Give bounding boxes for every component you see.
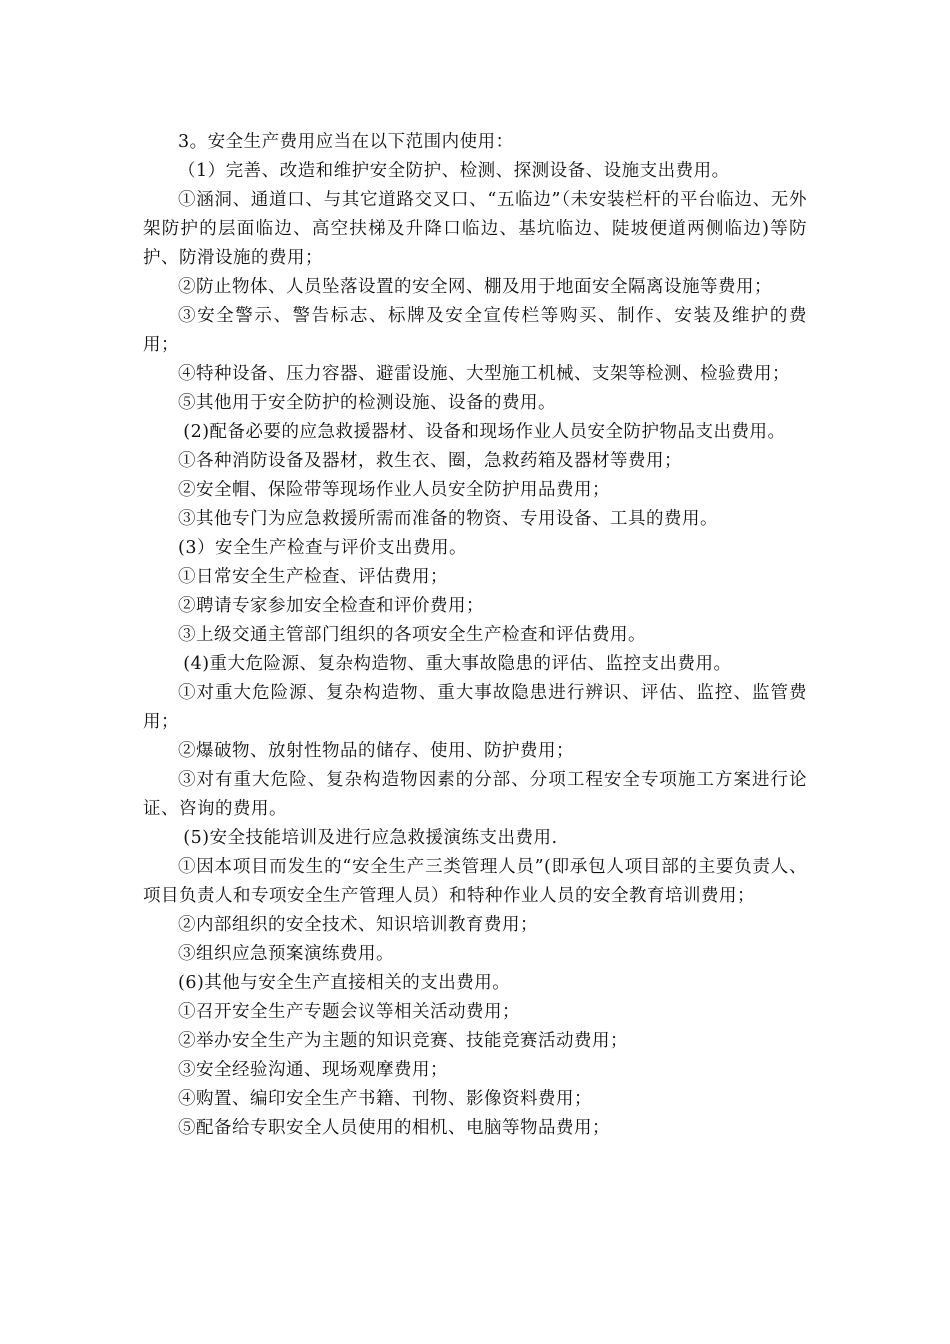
paragraph-heading: 3。安全生产费用应当在以下范围内使用： — [178, 132, 514, 152]
paragraph-item: ④特种设备、压力容器、避雷设施、大型施工机械、支架等检测、检验费用； — [178, 364, 790, 384]
paragraph-item: ①对重大危险源、复杂构造物、重大事故隐患进行辨识、评估、监控、监管费用； — [143, 683, 807, 732]
paragraph-section-2: (2)配备必要的应急救援器材、设备和现场作业人员安全防护物品支出费用。 — [183, 422, 786, 442]
paragraph-section-5: (5)安全技能培训及进行应急救援演练支出费用. — [183, 828, 558, 848]
paragraph-item: ③其他专门为应急救援所需而准备的物资、专用设备、工具的费用。 — [178, 509, 718, 529]
paragraph-item: ①召开安全生产专题会议等相关活动费用； — [178, 1002, 520, 1022]
paragraph-item: ①因本项目而发生的“安全生产三类管理人员”(即承包人项目部的主要负责人、项目负责人和专项安全生产管理人员）和特种作业人员的安全教育培训费用； — [143, 857, 807, 906]
paragraph-item: ①各种消防设备及器材，救生衣、圈，急救药箱及器材等费用； — [178, 451, 682, 471]
paragraph-item: ②聘请专家参加安全检查和评价费用； — [178, 596, 484, 616]
paragraph-item: ⑤其他用于安全防护的检测设施、设备的费用。 — [178, 393, 556, 413]
paragraph-item: ③对有重大危险、复杂构造物因素的分部、分项工程安全专项施工方案进行论证、咨询的费用。 — [143, 770, 807, 819]
paragraph-section-6: (6)其他与安全生产直接相关的支出费用。 — [178, 973, 511, 993]
paragraph-section-1: （1）完善、改造和维护安全防护、检测、探测设备、设施支出费用。 — [178, 161, 730, 181]
document-body — [143, 128, 807, 1143]
paragraph-item: ①涵洞、通道口、与其它道路交叉口、“五临边”（未安装栏杆的平台临边、无外架防护的层面临边、高空扶梯及升降口临边、基坑临边、陡坡便道两侧临边)等防护、防滑设施的费用； — [143, 190, 807, 268]
paragraph-item: ③安全警示、警告标志、标牌及安全宣传栏等购买、制作、安装及维护的费用； — [143, 306, 807, 355]
paragraph-item: ①日常安全生产检查、评估费用； — [178, 567, 448, 587]
paragraph-item: ③组织应急预案演练费用。 — [178, 944, 394, 964]
paragraph-item: ②爆破物、放射性物品的储存、使用、防护费用； — [178, 741, 574, 761]
paragraph-item: ③上级交通主管部门组织的各项安全生产检查和评估费用。 — [178, 625, 646, 645]
paragraph-item: ③安全经验沟通、现场观摩费用； — [178, 1060, 448, 1080]
paragraph-item: ②内部组织的安全技术、知识培训教育费用； — [178, 915, 538, 935]
paragraph-item: ②安全帽、保险带等现场作业人员安全防护用品费用； — [178, 480, 610, 500]
paragraph-section-3: (3）安全生产检查与评价支出费用。 — [178, 538, 467, 558]
paragraph-item: ④购置、编印安全生产书籍、刊物、影像资料费用； — [178, 1089, 592, 1109]
paragraph-item: ②防止物体、人员坠落设置的安全网、棚及用于地面安全隔离设施等费用； — [178, 277, 772, 297]
paragraph-item: ⑤配备给专职安全人员使用的相机、电脑等物品费用； — [178, 1118, 610, 1138]
paragraph-section-4: (4)重大危险源、复杂构造物、重大事故隐患的评估、监控支出费用。 — [183, 654, 732, 674]
paragraph-item: ②举办安全生产为主题的知识竞赛、技能竞赛活动费用； — [178, 1031, 628, 1051]
